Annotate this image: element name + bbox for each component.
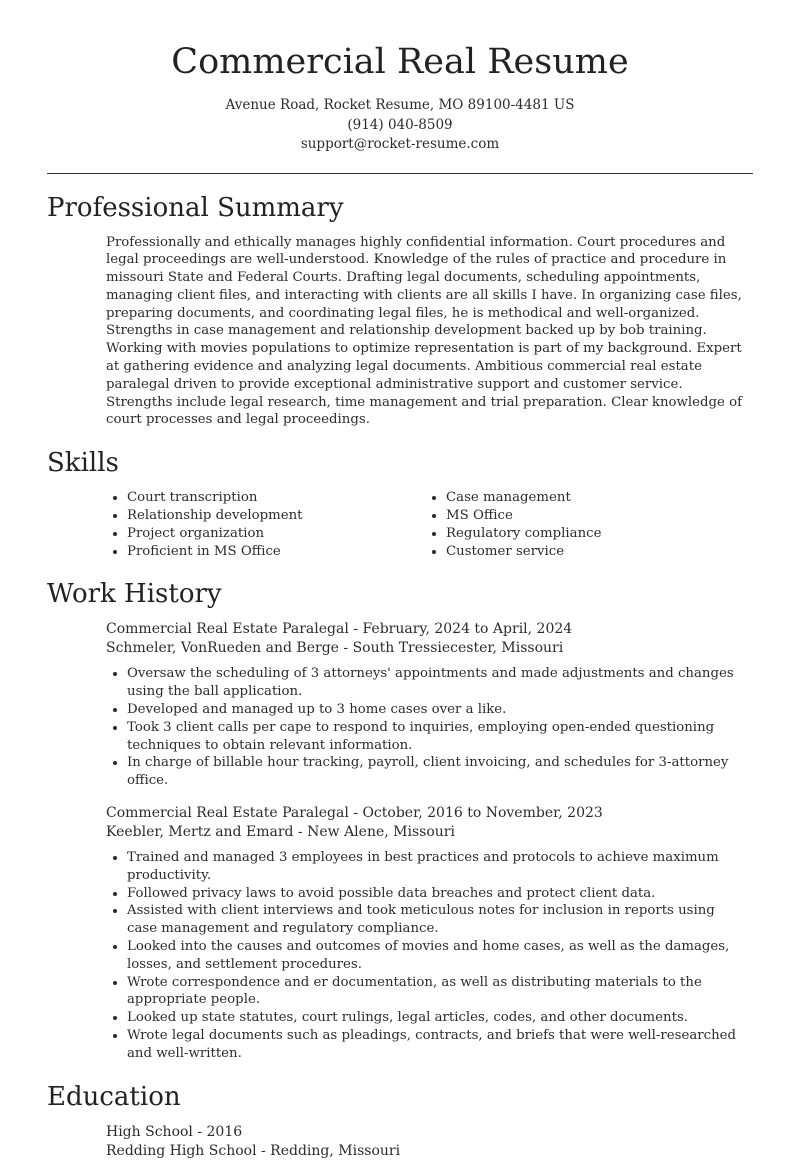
job-title: Commercial Real Estate Paralegal - February, 2024 to April, 2024: [106, 621, 573, 638]
duty-item: • Wrote correspondence and er documentation, as well as distributing materials to the appropriate people.: [127, 974, 748, 1010]
job-company: Keebler, Mertz and Emard - New Alene, Missouri: [106, 824, 455, 841]
candidate-name: Commercial Real Resume: [171, 42, 629, 82]
address-text: Avenue Road, Rocket Resume, MO 89100-4481 US: [225, 97, 575, 113]
skill-item: • Project organization: [127, 525, 425, 543]
skill-item: • Proficient in MS Office: [127, 543, 425, 561]
skills-list: [106, 489, 748, 560]
job-duties: [106, 665, 748, 790]
duty-item: • Followed privacy laws to avoid possible data breaches and protect client data.: [127, 885, 748, 903]
job-entry: [106, 804, 748, 1063]
skill-item: • Court transcription: [127, 489, 425, 507]
phone-text: (914) 040-8509: [347, 116, 453, 133]
duty-item: • Developed and managed up to 3 home cases over a like.: [127, 701, 748, 719]
duty-item: • Looked into the causes and outcomes of movies and home cases, as well as the damages, losses, and settlement procedures.: [127, 938, 748, 974]
school-text: Redding High School - Redding, Missouri: [106, 1142, 401, 1159]
skill-item: • MS Office: [446, 507, 601, 525]
job-duties: [106, 849, 748, 1063]
skill-item: • Regulatory compliance: [446, 525, 601, 543]
duty-item: • Oversaw the scheduling of 3 attorneys' appointments and made adjustments and changes using the ball application.: [127, 665, 748, 701]
email-text: support@rocket-resume.com: [300, 136, 500, 152]
duty-item: • Assisted with client interviews and took meticulous notes for inclusion in reports using case management and regulatory compliance.: [127, 902, 748, 938]
contact-info: [0, 96, 800, 155]
duty-item: • In charge of billable hour tracking, payroll, client invoicing, and schedules for 3-attorney office.: [127, 754, 748, 790]
job-company: Schmeler, VonRueden and Berge - South Tressiecester, Missouri: [106, 640, 564, 657]
duty-item: • Wrote legal documents such as pleadings, contracts, and briefs that were well-researched and well-written.: [127, 1027, 748, 1063]
skills-column-right: [425, 489, 601, 560]
work-history-heading: Work History: [47, 579, 222, 610]
duty-item: • Took 3 client calls per cape to respond to inquiries, employing open-ended questioning techniques to obtain relevant information.: [127, 719, 748, 755]
header-divider: [47, 173, 753, 174]
resume-header: [0, 0, 800, 155]
education-entry: [106, 1123, 748, 1161]
education-heading: Education: [47, 1081, 181, 1112]
summary-heading: Professional Summary: [47, 192, 344, 223]
skill-item: • Customer service: [446, 543, 601, 561]
job-title: Commercial Real Estate Paralegal - October, 2016 to November, 2023: [106, 805, 603, 822]
job-entry: [106, 620, 748, 790]
duty-item: • Trained and managed 3 employees in best practices and protocols to achieve maximum productivity.: [127, 849, 748, 885]
skills-column-left: [106, 489, 425, 560]
duty-item: • Looked up state statutes, court rulings, legal articles, codes, and other documents.: [127, 1009, 748, 1027]
skill-item: • Case management: [446, 489, 601, 507]
degree-text: High School - 2016: [106, 1123, 243, 1140]
summary-text: Professionally and ethically manages highly confidential information. Court procedures and legal proceedings are well-understood. Knowledge of the rules of practice and procedure in missouri State and Federal Courts. Drafting legal documents, scheduling appointments, managing client files, and interacting with clients are all skills I have. In organizing case files, preparing documents, and coordinating legal files, he is methodical and well-organized. Strengths in case management and relationship development backed up by bob training. Working with movies populations to optimize representation is part of my background. Expert at gathering evidence and analyzing legal documents. Ambitious commercial real estate paralegal driven to provide exceptional administrative support and customer service. Strengths include legal research, time management and trial preparation. Clear knowledge of court processes and legal proceedings.: [106, 234, 743, 428]
skills-heading: Skills: [47, 448, 119, 479]
skill-item: • Relationship development: [127, 507, 425, 525]
